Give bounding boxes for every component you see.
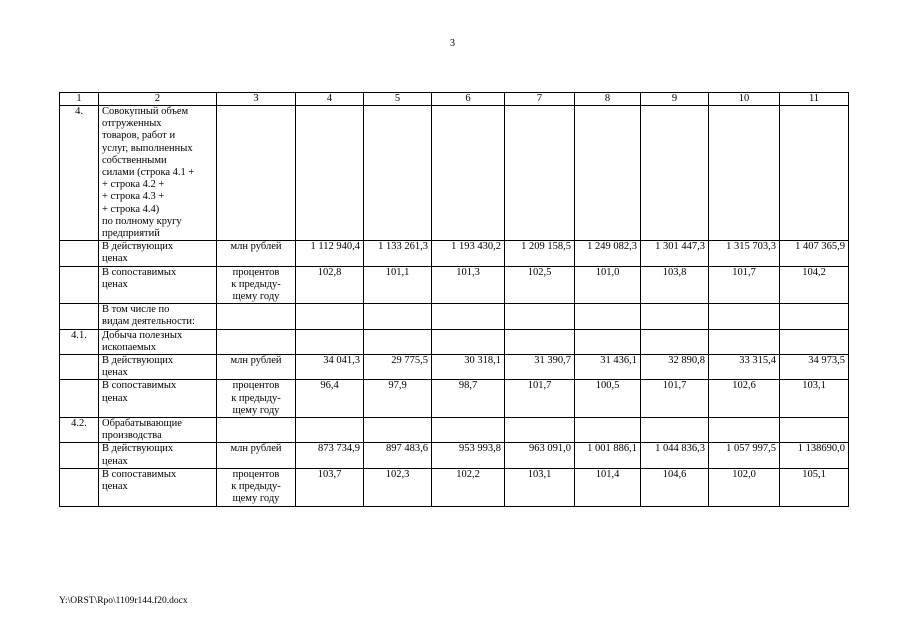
value-cell: 103,7 <box>296 468 364 506</box>
cell-line: В действующих <box>102 355 174 367</box>
row-label <box>99 241 217 266</box>
value-cell: 33 315,4 <box>709 355 780 380</box>
table-row <box>60 304 849 329</box>
cell-line: к предыду- <box>231 278 281 290</box>
value-cell: 101,7 <box>641 380 709 418</box>
unit-cell <box>217 241 296 266</box>
row-label <box>99 443 217 468</box>
row-number-empty <box>60 380 99 418</box>
cell-line: ценах <box>102 367 128 379</box>
cell-line: В сопоставимых <box>102 266 177 278</box>
row-title <box>99 329 217 354</box>
value-cell: 102,6 <box>709 380 780 418</box>
value-cell: 1 193 430,2 <box>432 241 505 266</box>
value-cell: 1 044 836,3 <box>641 443 709 468</box>
cell-line: млн рублей <box>230 241 282 253</box>
table-row <box>60 380 849 418</box>
cell-line: к предыду- <box>231 392 281 404</box>
value-cell: 1 209 158,5 <box>505 241 575 266</box>
indicators-table <box>59 92 849 507</box>
cell-line: силами (строка 4.1 + <box>102 167 195 179</box>
value-cell: 102,0 <box>709 468 780 506</box>
page-number: 3 <box>450 38 455 49</box>
cell-line: щему году <box>232 493 280 505</box>
cell-line: + строка 4.2 + <box>102 179 165 191</box>
table-header-row <box>60 93 849 106</box>
header-cell: 7 <box>505 93 575 106</box>
value-cell: 34 973,5 <box>780 355 849 380</box>
cell-line: щему году <box>232 404 280 416</box>
value-cell: 97,9 <box>364 380 432 418</box>
row-number-empty <box>60 443 99 468</box>
cell-line: процентов <box>232 266 280 278</box>
unit-cell <box>217 355 296 380</box>
value-cell: 100,5 <box>575 380 641 418</box>
header-cell: 2 <box>99 93 217 106</box>
value-cell: 1 057 997,5 <box>709 443 780 468</box>
table-row <box>60 418 849 443</box>
value-cell: 34 041,3 <box>296 355 364 380</box>
row-number: 4.1. <box>60 329 99 354</box>
value-cell: 98,7 <box>432 380 505 418</box>
cell-line: Добыча полезных <box>102 329 183 341</box>
header-cell: 6 <box>432 93 505 106</box>
cell-line: ценах <box>102 392 128 404</box>
cell-line: предприятий <box>102 228 160 240</box>
value-cell: 31 390,7 <box>505 355 575 380</box>
value-cell: 963 091,0 <box>505 443 575 468</box>
unit-cell <box>217 443 296 468</box>
header-cell: 10 <box>709 93 780 106</box>
row-title <box>99 106 217 241</box>
cell-line: В действующих <box>102 241 174 253</box>
cell-line: процентов <box>232 380 280 392</box>
value-cell: 1 407 365,9 <box>780 241 849 266</box>
value-cell: 104,2 <box>780 266 849 304</box>
cell-line: ценах <box>102 278 128 290</box>
cell-line: В сопоставимых <box>102 468 177 480</box>
row-number-empty <box>60 355 99 380</box>
value-cell: 103,8 <box>641 266 709 304</box>
row-title <box>99 418 217 443</box>
value-cell: 30 318,1 <box>432 355 505 380</box>
value-cell: 104,6 <box>641 468 709 506</box>
header-cell: 4 <box>296 93 364 106</box>
header-cell: 8 <box>575 93 641 106</box>
row-title <box>99 304 217 329</box>
value-cell: 101,4 <box>575 468 641 506</box>
cell-line: товаров, работ и <box>102 130 176 142</box>
value-cell: 29 775,5 <box>364 355 432 380</box>
cell-line: производства <box>102 430 162 442</box>
value-cell: 102,8 <box>296 266 364 304</box>
row-label <box>99 380 217 418</box>
value-cell: 105,1 <box>780 468 849 506</box>
value-cell: 101,1 <box>364 266 432 304</box>
value-cell: 31 436,1 <box>575 355 641 380</box>
value-cell: 1 301 447,3 <box>641 241 709 266</box>
cell-line: процентов <box>232 468 280 480</box>
header-cell: 11 <box>780 93 849 106</box>
unit-cell <box>217 468 296 506</box>
value-cell: 103,1 <box>780 380 849 418</box>
row-number: 4.2. <box>60 418 99 443</box>
value-cell: 101,0 <box>575 266 641 304</box>
cell-line: собственными <box>102 154 167 166</box>
value-cell: 96,4 <box>296 380 364 418</box>
cell-line: видам деятельности: <box>102 316 195 328</box>
cell-line: В сопоставимых <box>102 380 177 392</box>
cell-line: ценах <box>102 253 128 265</box>
cell-line: ценах <box>102 481 128 493</box>
table-row <box>60 355 849 380</box>
value-cell: 101,7 <box>709 266 780 304</box>
unit-cell <box>217 266 296 304</box>
value-cell: 102,3 <box>364 468 432 506</box>
cell-line: ископаемых <box>102 341 156 353</box>
value-cell: 1 133 261,3 <box>364 241 432 266</box>
row-label <box>99 355 217 380</box>
cell-line: + строка 4.4) <box>102 203 160 215</box>
value-cell: 102,5 <box>505 266 575 304</box>
value-cell: 101,3 <box>432 266 505 304</box>
value-cell: 897 483,6 <box>364 443 432 468</box>
cell-line: к предыду- <box>231 481 281 493</box>
row-number-empty <box>60 266 99 304</box>
cell-line: млн рублей <box>230 355 282 367</box>
table-row <box>60 241 849 266</box>
header-cell: 1 <box>60 93 99 106</box>
row-label <box>99 468 217 506</box>
table-row <box>60 329 849 354</box>
value-cell: 102,2 <box>432 468 505 506</box>
cell-line: В действующих <box>102 443 174 455</box>
unit-cell <box>217 380 296 418</box>
cell-line: по полному кругу <box>102 215 182 227</box>
row-label <box>99 266 217 304</box>
row-number: 4. <box>60 106 99 241</box>
value-cell: 873 734,9 <box>296 443 364 468</box>
file-path-footer: Y:\ORST\Rpo\1109r144.f20.docx <box>59 596 188 606</box>
value-cell: 1 001 886,1 <box>575 443 641 468</box>
header-cell: 5 <box>364 93 432 106</box>
cell-line: Обрабатывающие <box>102 418 182 430</box>
cell-line: щему году <box>232 291 280 303</box>
cell-line: млн рублей <box>230 443 282 455</box>
value-cell: 953 993,8 <box>432 443 505 468</box>
table-row <box>60 266 849 304</box>
row-number-empty <box>60 241 99 266</box>
value-cell: 32 890,8 <box>641 355 709 380</box>
header-cell: 3 <box>217 93 296 106</box>
cell-line: В том числе по <box>102 304 170 316</box>
table-row <box>60 106 849 241</box>
row-number-empty <box>60 468 99 506</box>
value-cell: 1 138690,0 <box>780 443 849 468</box>
table-row <box>60 443 849 468</box>
cell-line: + строка 4.3 + <box>102 191 165 203</box>
value-cell: 1 112 940,4 <box>296 241 364 266</box>
cell-line: ценах <box>102 455 128 467</box>
cell-line: отгруженных <box>102 118 162 130</box>
value-cell: 101,7 <box>505 380 575 418</box>
cell-line: Совокупный объем <box>102 106 189 117</box>
table-row <box>60 468 849 506</box>
value-cell: 1 249 082,3 <box>575 241 641 266</box>
cell-line: услуг, выполненных <box>102 142 193 154</box>
value-cell: 103,1 <box>505 468 575 506</box>
header-cell: 9 <box>641 93 709 106</box>
value-cell: 1 315 703,3 <box>709 241 780 266</box>
